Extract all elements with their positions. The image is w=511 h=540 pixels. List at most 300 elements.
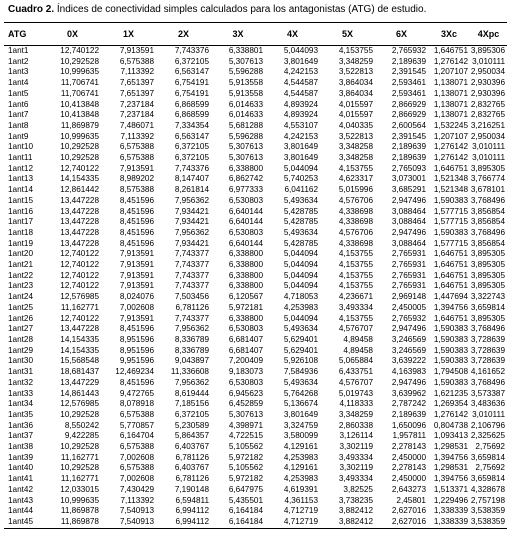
value-cell: 11,706741 bbox=[60, 78, 99, 88]
table-row bbox=[4, 442, 507, 453]
value-cell: 3,801649 bbox=[283, 409, 318, 419]
value-cell: 2,593461 bbox=[391, 78, 426, 88]
row-label-cell: 1ant38 bbox=[8, 442, 34, 452]
value-cell: 4,893924 bbox=[283, 110, 318, 120]
value-cell: 6,530803 bbox=[228, 324, 263, 334]
value-cell: 7,934421 bbox=[174, 206, 209, 216]
value-cell: 3,768496 bbox=[470, 377, 505, 387]
value-cell: 10,999635 bbox=[60, 67, 99, 77]
value-cell: 6,563147 bbox=[174, 131, 209, 141]
value-cell: 8,261814 bbox=[174, 185, 209, 195]
value-cell: 5,913558 bbox=[228, 78, 263, 88]
value-cell: 2,189639 bbox=[391, 56, 426, 66]
table-row bbox=[4, 421, 507, 432]
row-label-cell: 1ant13 bbox=[8, 174, 34, 184]
value-cell: 4,722515 bbox=[228, 431, 263, 441]
value-cell: 10,999635 bbox=[60, 495, 99, 505]
row-label-cell: 1ant32 bbox=[8, 377, 34, 387]
value-cell: 10,292528 bbox=[60, 409, 99, 419]
value-cell: 4,328678 bbox=[470, 484, 505, 494]
row-label-cell: 1ant34 bbox=[8, 399, 34, 409]
value-cell: 11,336608 bbox=[170, 367, 209, 377]
row-label-cell: 1ant2 bbox=[8, 56, 29, 66]
value-cell: 7,113392 bbox=[120, 131, 154, 141]
value-cell: 1,794508 bbox=[433, 367, 468, 377]
value-cell: 8,147407 bbox=[174, 174, 209, 184]
value-cell: 2,189639 bbox=[391, 153, 426, 163]
value-cell: 7,913591 bbox=[119, 46, 154, 55]
value-cell: 5,044093 bbox=[283, 46, 318, 55]
value-cell: 3,895305 bbox=[470, 260, 505, 270]
caption-label: Cuadro 2. bbox=[8, 4, 55, 15]
value-cell: 7,486071 bbox=[119, 120, 154, 130]
value-cell: 6,575388 bbox=[119, 56, 154, 66]
value-cell: 5,044094 bbox=[283, 163, 318, 173]
row-label-cell: 1ant28 bbox=[8, 334, 34, 344]
value-cell: 3,483636 bbox=[470, 399, 505, 409]
value-cell: 2,947496 bbox=[391, 227, 426, 237]
value-cell: 1,207107 bbox=[433, 131, 468, 141]
row-label-cell: 1ant17 bbox=[8, 217, 34, 227]
table-row bbox=[4, 132, 507, 143]
row-label-cell: 1ant4 bbox=[8, 78, 29, 88]
value-cell: 5,972182 bbox=[228, 452, 263, 462]
value-cell: 5,065884 bbox=[338, 356, 373, 366]
value-cell: 13,447228 bbox=[60, 227, 99, 237]
value-cell: 4,153755 bbox=[338, 46, 373, 55]
value-cell: 3,639962 bbox=[391, 388, 426, 398]
value-cell: 2,947496 bbox=[391, 195, 426, 205]
value-cell: 2,832765 bbox=[470, 110, 505, 120]
value-cell: 5,428785 bbox=[283, 206, 318, 216]
value-cell: 3,856854 bbox=[470, 217, 505, 227]
value-cell: 6,575388 bbox=[119, 409, 154, 419]
row-label-cell: 1ant23 bbox=[8, 281, 34, 291]
value-cell: 3,685291 bbox=[391, 185, 426, 195]
value-cell: 2,969148 bbox=[391, 292, 426, 302]
value-cell: 15,568548 bbox=[60, 356, 99, 366]
value-cell: 4,242153 bbox=[283, 67, 318, 77]
value-cell: 1,338339 bbox=[433, 506, 468, 516]
value-cell: 10,292528 bbox=[60, 463, 99, 473]
value-cell: 2,627016 bbox=[391, 506, 426, 516]
value-cell: 6,338800 bbox=[228, 270, 263, 280]
value-cell: 4,253983 bbox=[283, 474, 318, 484]
value-cell: 6,014633 bbox=[228, 99, 263, 109]
value-cell: 6,041162 bbox=[284, 185, 318, 195]
value-cell: 3,864034 bbox=[338, 88, 373, 98]
column-header: 1X bbox=[101, 23, 156, 46]
value-cell: 8,451596 bbox=[119, 377, 154, 387]
column-header: 6X bbox=[375, 23, 428, 46]
table-row bbox=[4, 506, 507, 517]
value-cell: 7,002608 bbox=[119, 474, 154, 484]
value-cell: 4,161652 bbox=[470, 367, 505, 377]
value-cell: 1,276142 bbox=[433, 153, 468, 163]
row-label-cell: 1ant19 bbox=[8, 238, 34, 248]
value-cell: 2,947496 bbox=[391, 324, 426, 334]
value-cell: 13,447228 bbox=[60, 217, 99, 227]
value-cell: 7,743377 bbox=[174, 260, 209, 270]
value-cell: 4,619391 bbox=[283, 484, 318, 494]
value-cell: 4,153755 bbox=[338, 270, 373, 280]
value-cell: 0,804738 bbox=[433, 420, 468, 430]
table-row bbox=[4, 260, 507, 271]
value-cell: 7,002608 bbox=[119, 302, 154, 312]
table-row bbox=[4, 174, 507, 185]
value-cell: 4,015597 bbox=[338, 110, 373, 120]
value-cell: 2,627016 bbox=[375, 517, 428, 528]
value-cell: 2,450005 bbox=[391, 302, 426, 312]
value-cell: 3,768496 bbox=[470, 227, 505, 237]
value-cell: 3,493334 bbox=[338, 302, 373, 312]
table-row bbox=[4, 228, 507, 239]
value-cell: 5,428785 bbox=[283, 217, 318, 227]
value-cell: 7,956362 bbox=[174, 227, 209, 237]
value-cell: 3,522813 bbox=[338, 67, 373, 77]
table-row bbox=[4, 110, 507, 121]
value-cell: 7,956362 bbox=[174, 377, 209, 387]
value-cell: 9,422285 bbox=[64, 431, 99, 441]
value-cell: 5,681288 bbox=[228, 120, 263, 130]
value-cell: 1,394756 bbox=[433, 302, 468, 312]
value-cell: 4,153755 bbox=[338, 313, 373, 323]
value-cell: 3,126114 bbox=[339, 431, 373, 441]
column-header: 4X bbox=[265, 23, 320, 46]
value-cell: 1,532245 bbox=[433, 120, 468, 130]
value-cell: 1,521348 bbox=[433, 174, 468, 184]
value-cell: 8,078918 bbox=[119, 399, 154, 409]
table-header-row bbox=[4, 23, 507, 46]
value-cell: 14,154335 bbox=[60, 345, 99, 355]
column-header: 2X bbox=[156, 23, 211, 46]
value-cell: 1,521348 bbox=[433, 185, 468, 195]
value-cell: 11,162771 bbox=[60, 452, 99, 462]
value-cell: 6,338801 bbox=[228, 46, 263, 55]
value-cell: 6,530803 bbox=[228, 195, 263, 205]
value-cell: 6,640144 bbox=[228, 206, 263, 216]
value-cell: 3,538359 bbox=[470, 517, 507, 528]
row-label-cell: 1ant18 bbox=[8, 227, 34, 237]
value-cell: 4,544587 bbox=[283, 88, 318, 98]
value-cell: 2,391545 bbox=[391, 67, 426, 77]
row-label-cell: 1ant43 bbox=[8, 495, 34, 505]
value-cell: 3,895305 bbox=[470, 270, 505, 280]
row-label-cell: 1ant30 bbox=[8, 356, 34, 366]
value-cell: 1,646751 bbox=[433, 46, 468, 55]
value-cell: 3,522813 bbox=[338, 131, 373, 141]
value-cell: 6,164184 bbox=[228, 506, 263, 516]
value-cell: 4,129161 bbox=[283, 463, 318, 473]
value-cell: 4,242153 bbox=[283, 131, 318, 141]
value-cell: 4,153755 bbox=[338, 163, 373, 173]
value-cell: 7,113392 bbox=[120, 495, 154, 505]
value-cell: 2,765932 bbox=[391, 46, 426, 55]
value-cell: 6,575388 bbox=[119, 463, 154, 473]
value-cell: 14,861443 bbox=[60, 388, 99, 398]
table-row bbox=[4, 378, 507, 389]
value-cell: 7,913591 bbox=[119, 260, 154, 270]
value-cell: 4,236671 bbox=[338, 292, 373, 302]
table-row bbox=[4, 314, 507, 325]
value-cell: 7,743377 bbox=[174, 249, 209, 259]
value-cell: 2,866929 bbox=[391, 110, 426, 120]
row-label-cell: 1ant11 bbox=[8, 153, 33, 163]
value-cell: 2,765931 bbox=[391, 249, 426, 259]
row-label-cell: 1ant24 bbox=[8, 292, 34, 302]
value-cell: 6,868599 bbox=[174, 110, 209, 120]
value-cell: 3,895305 bbox=[470, 281, 505, 291]
column-header: ATG bbox=[4, 23, 44, 46]
value-cell: 4,89458 bbox=[343, 345, 373, 355]
value-cell: 3,659814 bbox=[470, 452, 505, 462]
value-cell: 8,989202 bbox=[119, 174, 154, 184]
value-cell: 3,864034 bbox=[338, 78, 373, 88]
value-cell: 3,573387 bbox=[470, 388, 505, 398]
row-label-cell: 1ant20 bbox=[8, 249, 34, 259]
value-cell: 3,728639 bbox=[470, 345, 505, 355]
value-cell: 9,472765 bbox=[119, 388, 154, 398]
value-cell: 5,136674 bbox=[283, 399, 318, 409]
value-cell: 8,575388 bbox=[119, 185, 154, 195]
value-cell: 5,307613 bbox=[228, 409, 263, 419]
value-cell: 2,189639 bbox=[391, 142, 426, 152]
table-row bbox=[4, 46, 507, 57]
value-cell: 12,740122 bbox=[60, 260, 99, 270]
value-cell: 2,593461 bbox=[391, 88, 426, 98]
table-row bbox=[4, 485, 507, 496]
value-cell: 1,394756 bbox=[433, 474, 468, 484]
value-cell: 1,138071 bbox=[433, 88, 468, 98]
value-cell: 3,348259 bbox=[338, 56, 373, 66]
value-cell: 1,276142 bbox=[433, 56, 468, 66]
value-cell: 6,868599 bbox=[174, 99, 209, 109]
value-cell: 7,190148 bbox=[174, 484, 209, 494]
value-cell: 6,781126 bbox=[175, 452, 209, 462]
value-cell: 12,740122 bbox=[60, 313, 99, 323]
value-cell: 5,926108 bbox=[283, 356, 318, 366]
row-label-cell: 1ant5 bbox=[8, 88, 29, 98]
value-cell: 10,292528 bbox=[60, 56, 99, 66]
value-cell: 3,246569 bbox=[391, 345, 426, 355]
value-cell: 7,540913 bbox=[119, 506, 154, 516]
value-cell: 7,913591 bbox=[119, 313, 154, 323]
value-cell: 7,913591 bbox=[119, 249, 154, 259]
value-cell: 3,088464 bbox=[391, 206, 426, 216]
value-cell: 13,447228 bbox=[60, 238, 99, 248]
row-label-cell: 1ant42 bbox=[8, 484, 34, 494]
value-cell: 12,740122 bbox=[60, 249, 99, 259]
value-cell: 6,681407 bbox=[228, 334, 263, 344]
row-label-cell: 1ant8 bbox=[8, 120, 29, 130]
value-cell: 10,413848 bbox=[60, 110, 99, 120]
value-cell: 4,253983 bbox=[283, 452, 318, 462]
value-cell: 1,590383 bbox=[433, 345, 468, 355]
value-cell: 13,447228 bbox=[60, 206, 99, 216]
value-cell: 6,530803 bbox=[228, 377, 263, 387]
value-cell: 5,493634 bbox=[283, 195, 318, 205]
value-cell: 6,781126 bbox=[175, 474, 209, 484]
value-cell: 4,338698 bbox=[338, 238, 373, 248]
caption-text: Índices de conectividad simples calculados para los antagonistas (ATG) de estudio. bbox=[56, 4, 427, 15]
value-cell: 6,862742 bbox=[228, 174, 263, 184]
table-row bbox=[4, 100, 507, 111]
value-cell: 4,015597 bbox=[338, 99, 373, 109]
value-cell: 7,913591 bbox=[119, 270, 154, 280]
value-cell: 5,044094 bbox=[283, 313, 318, 323]
value-cell: 2,600564 bbox=[391, 120, 426, 130]
value-cell: 6,647975 bbox=[228, 484, 263, 494]
value-cell: 3,010111 bbox=[472, 56, 505, 66]
row-label-cell: 1ant16 bbox=[8, 206, 34, 216]
value-cell: 8,951596 bbox=[119, 345, 154, 355]
value-cell: 3,010111 bbox=[472, 409, 505, 419]
value-cell: 7,743377 bbox=[174, 270, 209, 280]
value-cell: 4,163983 bbox=[391, 367, 426, 377]
value-cell: 1,298531 bbox=[433, 463, 468, 473]
value-cell: 7,956362 bbox=[174, 324, 209, 334]
value-cell: 3,493334 bbox=[338, 474, 373, 484]
value-cell: 7,651397 bbox=[119, 88, 154, 98]
value-cell: 1,957811 bbox=[392, 431, 426, 441]
value-cell: 7,237184 bbox=[119, 110, 154, 120]
table-row bbox=[4, 389, 507, 400]
value-cell: 1,590383 bbox=[433, 356, 468, 366]
table-row bbox=[4, 249, 507, 260]
value-cell: 4,398971 bbox=[228, 420, 263, 430]
value-cell: 2,643273 bbox=[391, 484, 426, 494]
value-cell: 1,646751 bbox=[433, 163, 468, 173]
value-cell: 5,230589 bbox=[174, 420, 209, 430]
value-cell: 3,246569 bbox=[391, 334, 426, 344]
row-label-cell: 1ant26 bbox=[8, 313, 34, 323]
table-row bbox=[4, 271, 507, 282]
value-cell: 3,882412 bbox=[320, 517, 375, 528]
table-row bbox=[4, 164, 507, 175]
column-header: 0X bbox=[44, 23, 101, 46]
row-label-cell: 1ant14 bbox=[8, 185, 34, 195]
value-cell: 10,413848 bbox=[60, 99, 99, 109]
table-row bbox=[4, 335, 507, 346]
value-cell: 3,738235 bbox=[338, 495, 373, 505]
value-cell: 3,010111 bbox=[472, 153, 505, 163]
value-cell: 1,394756 bbox=[433, 452, 468, 462]
value-cell: 6,452859 bbox=[228, 399, 263, 409]
value-cell: 4,040335 bbox=[338, 120, 373, 130]
value-cell: 6,403767 bbox=[174, 442, 209, 452]
value-cell: 14,154335 bbox=[60, 174, 99, 184]
value-cell: 9,043897 bbox=[174, 356, 209, 366]
value-cell: 4,153755 bbox=[338, 281, 373, 291]
value-cell: 7,237184 bbox=[119, 99, 154, 109]
value-cell: 2,950034 bbox=[470, 131, 505, 141]
value-cell: 14,154335 bbox=[60, 334, 99, 344]
value-cell: 1,646751 bbox=[433, 313, 468, 323]
table-row bbox=[4, 281, 507, 292]
row-label-cell: 1ant41 bbox=[8, 474, 34, 484]
value-cell: 9,951596 bbox=[119, 356, 154, 366]
value-cell: 3,639222 bbox=[391, 356, 426, 366]
value-cell: 6,403767 bbox=[174, 463, 209, 473]
table-body bbox=[4, 46, 507, 529]
table-row bbox=[4, 324, 507, 335]
value-cell: 3,895305 bbox=[470, 249, 505, 259]
value-cell: 1,298531 bbox=[433, 442, 468, 452]
value-cell: 6,338800 bbox=[228, 281, 263, 291]
value-cell: 3,801649 bbox=[283, 142, 318, 152]
value-cell: 7,934421 bbox=[174, 238, 209, 248]
value-cell: 1,093413 bbox=[433, 431, 468, 441]
value-cell: 5,307613 bbox=[228, 142, 263, 152]
value-cell: 1,276142 bbox=[433, 409, 468, 419]
row-label-cell: 1ant31 bbox=[8, 367, 34, 377]
value-cell: 2,391545 bbox=[391, 131, 426, 141]
value-cell: 2,450000 bbox=[391, 452, 426, 462]
value-cell: 2,832765 bbox=[470, 99, 505, 109]
value-cell: 7,913591 bbox=[119, 281, 154, 291]
value-cell: 7,540913 bbox=[101, 517, 156, 528]
value-cell: 2,860338 bbox=[338, 420, 373, 430]
value-cell: 5,913558 bbox=[228, 88, 263, 98]
table-row bbox=[4, 474, 507, 485]
value-cell: 11,162771 bbox=[60, 302, 99, 312]
value-cell: 12,033015 bbox=[60, 484, 99, 494]
value-cell: 2,930396 bbox=[470, 78, 505, 88]
value-cell: 4,712719 bbox=[265, 517, 320, 528]
value-cell: 7,743376 bbox=[174, 46, 209, 55]
value-cell: 12,740122 bbox=[60, 270, 99, 280]
value-cell: 5,493634 bbox=[283, 377, 318, 387]
value-cell: 12,861442 bbox=[60, 185, 99, 195]
row-label-cell: 1ant7 bbox=[8, 110, 29, 120]
value-cell: 2,866929 bbox=[391, 99, 426, 109]
value-cell: 3,768496 bbox=[470, 324, 505, 334]
value-cell: 4,338698 bbox=[338, 217, 373, 227]
value-cell: 4,118333 bbox=[339, 399, 373, 409]
value-cell: 2,765932 bbox=[391, 313, 426, 323]
value-cell: 5,864357 bbox=[174, 431, 209, 441]
value-cell: 5,493634 bbox=[283, 227, 318, 237]
value-cell: 3,538359 bbox=[470, 506, 505, 516]
value-cell: 1,577715 bbox=[433, 217, 468, 227]
value-cell: 4,893924 bbox=[283, 99, 318, 109]
table-row bbox=[4, 153, 507, 164]
value-cell: 5,764268 bbox=[283, 388, 318, 398]
value-cell: 3,728639 bbox=[470, 334, 505, 344]
value-cell: 7,113392 bbox=[120, 67, 154, 77]
column-header: 3X bbox=[211, 23, 265, 46]
value-cell: 2,787242 bbox=[391, 399, 426, 409]
value-cell: 4,712719 bbox=[283, 506, 318, 516]
value-cell: 12,576985 bbox=[60, 292, 99, 302]
value-cell: 8,451596 bbox=[119, 238, 154, 248]
value-cell: 2,278143 bbox=[391, 463, 426, 473]
value-cell: 6,372105 bbox=[174, 142, 209, 152]
value-cell: 2,947496 bbox=[391, 377, 426, 387]
value-cell: 6,575388 bbox=[119, 442, 154, 452]
row-label-cell: 1ant27 bbox=[8, 324, 34, 334]
row-label-cell: 1ant10 bbox=[8, 142, 34, 152]
table-row bbox=[4, 207, 507, 218]
value-cell: 8,336789 bbox=[174, 345, 209, 355]
row-label-cell: 1ant6 bbox=[8, 99, 29, 109]
value-cell: 2,75692 bbox=[475, 442, 505, 452]
row-label-cell: 1ant36 bbox=[8, 420, 34, 430]
table-row bbox=[4, 346, 507, 357]
value-cell: 8,024076 bbox=[119, 292, 154, 302]
value-cell: 6,781126 bbox=[175, 302, 209, 312]
value-cell: 4,576707 bbox=[338, 377, 373, 387]
